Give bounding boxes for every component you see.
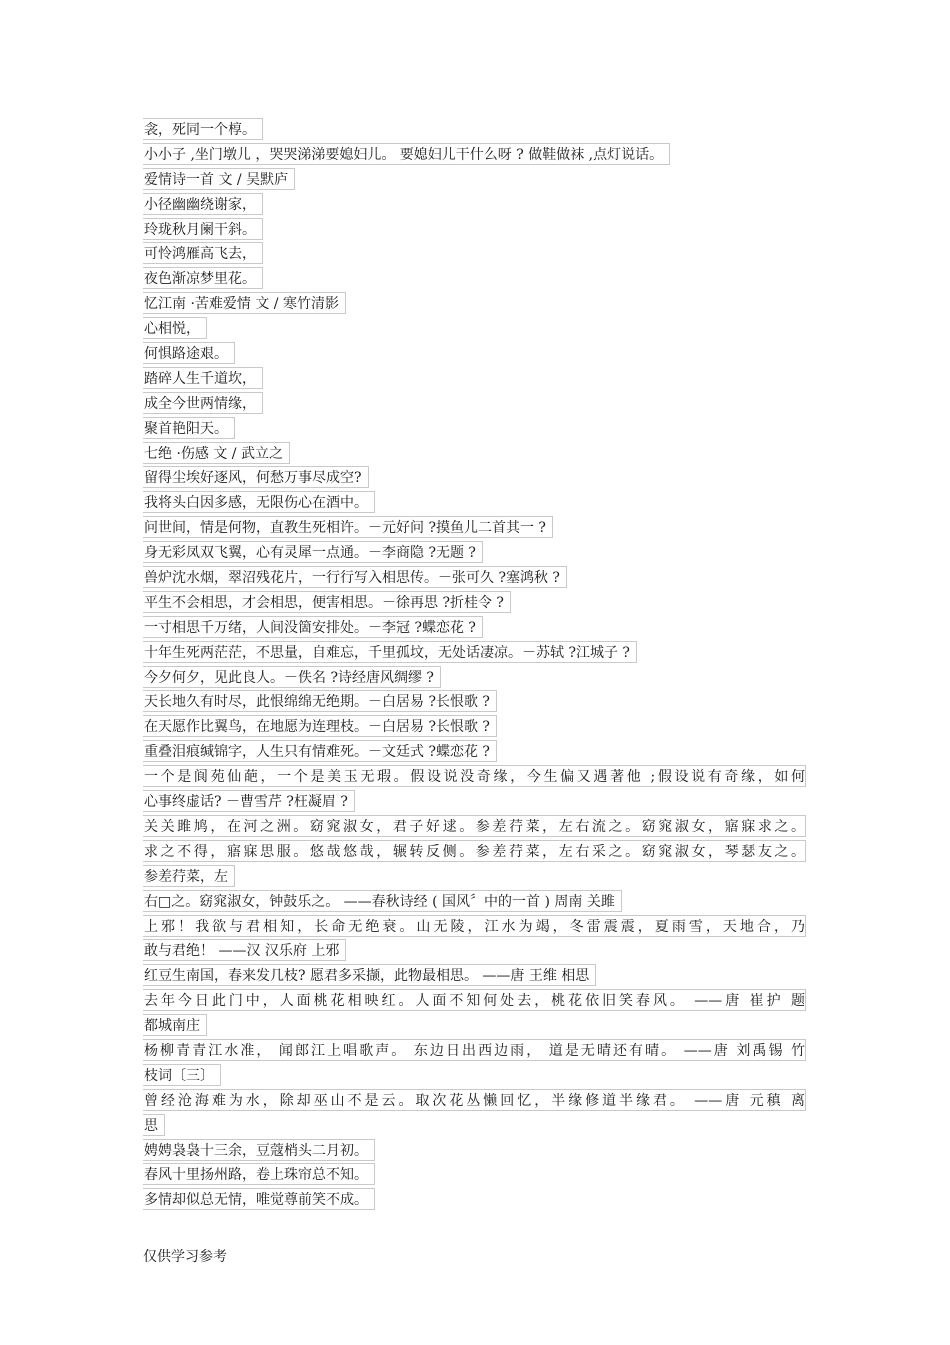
line-text: 右□之。窈窕淑女，钟鼓乐之。 ——春秋诗经 ( 国风〞中的一首 ) 周南 关雎 <box>143 890 622 912</box>
line-text: 何惧路途艰。 <box>143 342 235 364</box>
text-line <box>143 641 808 666</box>
text-line <box>143 989 808 1014</box>
text-line <box>143 1114 808 1139</box>
text-line <box>143 666 808 691</box>
text-line <box>143 915 808 940</box>
line-text: 忆江南 ·苦难爱情 文 / 寒竹清影 <box>143 292 346 314</box>
text-line <box>143 442 808 467</box>
text-line <box>143 765 808 790</box>
line-text: 身无彩凤双飞翼，心有灵犀一点通。－李商隐 ?无题 ? <box>143 541 483 563</box>
line-text: 参差荇菜，左 <box>143 865 235 887</box>
text-line <box>143 118 808 143</box>
line-text: 一个是阆苑仙葩，一个是美玉无瑕。假设说没奇缘，今生偏又遇著他 ;假设说有奇缘，如何 <box>143 765 806 787</box>
page-footer: 仅供学习参考 <box>143 1249 227 1265</box>
text-line <box>143 939 808 964</box>
line-text: 夜色渐凉梦里花。 <box>143 267 263 289</box>
text-line <box>143 790 808 815</box>
text-line <box>143 143 808 168</box>
line-text: 爱情诗一首 文 / 吴默庐 <box>143 168 295 190</box>
line-text: 我将头白因多感，无限伤心在酒中。 <box>143 491 375 513</box>
text-line <box>143 392 808 417</box>
text-line <box>143 815 808 840</box>
line-text: 踏碎人生千道坎， <box>143 367 263 389</box>
text-line <box>143 267 808 292</box>
line-text: 十年生死两茫茫，不思量，自难忘，千里孤坟，无处话凄凉。－苏轼 ?江城子 ? <box>143 641 637 663</box>
text-line <box>143 740 808 765</box>
line-text: 可怜鸿雁高飞去， <box>143 242 263 264</box>
line-text: 小径幽幽绕谢家， <box>143 193 263 215</box>
line-text: 小小子 ,坐门墩儿 ，哭哭涕涕要媳妇儿。 要媳妇儿干什么呀 ? 做鞋做袜 ,点灯说话。 <box>143 143 670 165</box>
text-line <box>143 417 808 442</box>
line-text: 在天愿作比翼鸟，在地愿为连理枝。－白居易 ?长恨歌 ? <box>143 715 497 737</box>
line-text: 去年今日此门中，人面桃花相映红。人面不知何处去，桃花依旧笑春风。 ——唐 崔护 题 <box>143 989 806 1011</box>
line-text: 杨柳青青江水准， 闻郎江上唱歌声。 东边日出西边雨， 道是无晴还有晴。 ——唐 刘禹锡 竹 <box>143 1039 806 1061</box>
text-line <box>143 317 808 342</box>
line-text: 聚首艳阳天。 <box>143 417 235 439</box>
line-text: 思 <box>143 1114 165 1136</box>
line-text: 今夕何夕，见此良人。－佚名 ?诗经唐风绸缪 ? <box>143 666 441 688</box>
text-line <box>143 1089 808 1114</box>
line-text: 问世间，情是何物，直教生死相许。－元好问 ?摸鱼儿二首其一 ? <box>143 516 553 538</box>
line-text: 平生不会相思，才会相思，便害相思。－徐再思 ?折桂令 ? <box>143 591 511 613</box>
text-line <box>143 466 808 491</box>
line-text: 春风十里扬州路，卷上珠帘总不知。 <box>143 1163 375 1185</box>
text-line <box>143 342 808 367</box>
line-text: 兽炉沈水烟，翠沼残花片，一行行写入相思传。－张可久 ?塞鸿秋 ? <box>143 566 567 588</box>
text-line <box>143 1139 808 1164</box>
text-line <box>143 890 808 915</box>
line-text: 天长地久有时尽，此恨绵绵无绝期。－白居易 ?长恨歌 ? <box>143 690 497 712</box>
line-text: 曾经沧海难为水，除却巫山不是云。取次花丛懒回忆，半缘修道半缘君。 ——唐 元稹 离 <box>143 1089 806 1111</box>
line-text: 重叠泪痕缄锦字，人生只有情难死。－文廷式 ?蝶恋花 ? <box>143 740 497 762</box>
line-text: 一寸相思千万绪，人间没箇安排处。－李冠 ?蝶恋花 ? <box>143 616 483 638</box>
line-text: 关关雎鸠，在河之洲。窈窕淑女，君子好逑。参差荇菜，左右流之。窈窕淑女，寤寐求之。 <box>143 815 806 837</box>
text-line <box>143 591 808 616</box>
line-text: 多情却似总无情，唯觉尊前笑不成。 <box>143 1188 375 1210</box>
text-line <box>143 218 808 243</box>
text-line <box>143 964 808 989</box>
line-text: 成全今世两情缘， <box>143 392 263 414</box>
line-text: 红豆生南国，春来发几枝? 愿君多采撷，此物最相思。 ——唐 王维 相思 <box>143 964 596 986</box>
text-line <box>143 840 808 865</box>
text-line <box>143 690 808 715</box>
text-line <box>143 367 808 392</box>
line-text: 留得尘埃好逐风，何愁万事尽成空? <box>143 466 369 488</box>
text-line <box>143 1039 808 1064</box>
line-text: 求之不得，寤寐思服。悠哉悠哉，辗转反侧。参差荇菜，左右采之。窈窕淑女，琴瑟友之。 <box>143 840 806 862</box>
line-text: 玲珑秋月阑干斜。 <box>143 218 263 240</box>
line-text: 衾，死同一个椁。 <box>143 118 263 140</box>
text-line <box>143 541 808 566</box>
text-line <box>143 292 808 317</box>
text-line <box>143 1064 808 1089</box>
text-line <box>143 1163 808 1188</box>
text-line <box>143 865 808 890</box>
text-line <box>143 516 808 541</box>
text-line <box>143 616 808 641</box>
text-line <box>143 193 808 218</box>
line-text: 枝词〔三〕 <box>143 1064 221 1086</box>
text-line <box>143 715 808 740</box>
text-line <box>143 1014 808 1039</box>
document-body <box>143 118 808 1213</box>
line-text: 上邪！我欲与君相知，长命无绝衰。山无陵，江水为竭，冬雷震震，夏雨雪，天地合，乃 <box>143 915 806 937</box>
line-text: 敢与君绝！ ——汉 汉乐府 上邪 <box>143 939 346 961</box>
line-text: 心事终虚话? －曹雪芹 ?枉凝眉 ? <box>143 790 355 812</box>
line-text: 都城南庄 <box>143 1014 207 1036</box>
text-line <box>143 1188 808 1213</box>
text-line <box>143 242 808 267</box>
text-line <box>143 491 808 516</box>
line-text: 七绝 ·伤感 文 / 武立之 <box>143 442 290 464</box>
text-line <box>143 168 808 193</box>
line-text: 娉娉袅袅十三余，豆蔻梢头二月初。 <box>143 1139 375 1161</box>
line-text: 心相悦， <box>143 317 207 339</box>
text-line <box>143 566 808 591</box>
